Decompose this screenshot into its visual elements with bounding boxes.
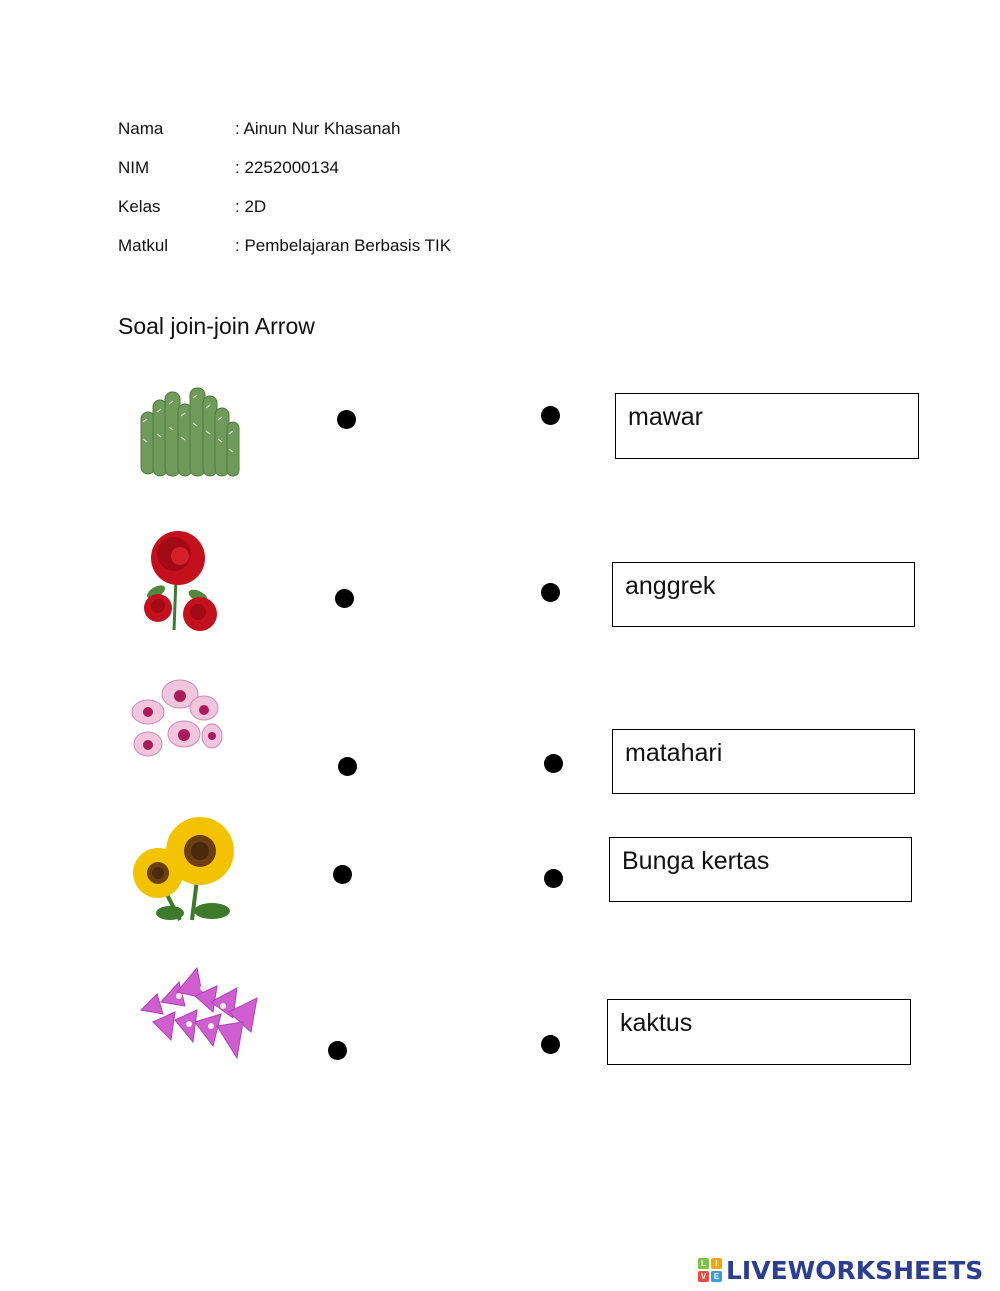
left-dot[interactable] [328,1041,347,1060]
orchid-picture [126,672,224,766]
word-box: mawar [615,393,919,459]
logo-tile: E [711,1271,722,1282]
info-value: : Ainun Nur Khasanah [235,119,401,138]
logo-tile: L [698,1258,709,1269]
right-dot[interactable] [544,754,563,773]
info-label: Nama [118,119,164,138]
logo-tile: V [698,1271,709,1282]
word-box: matahari [612,729,915,794]
rose-picture [128,530,224,634]
word-box: Bunga kertas [609,837,912,902]
info-value: : Pembelajaran Berbasis TIK [235,236,452,255]
cactus-picture [133,382,245,482]
right-dot[interactable] [541,406,560,425]
info-value: : 2252000134 [235,158,339,177]
right-dot[interactable] [541,1035,560,1054]
right-dot[interactable] [544,869,563,888]
sunflower-picture [130,815,240,925]
info-label: Matkul [118,236,169,255]
left-dot[interactable] [337,410,356,429]
brand-name: LIVEWORKSHEETS [726,1255,984,1285]
left-dot[interactable] [335,589,354,608]
worksheet-title: Soal join-join Arrow [118,313,315,339]
left-dot[interactable] [333,865,352,884]
logo-tile: I [711,1258,722,1269]
info-label: NIM [118,158,150,177]
word-box: anggrek [612,562,915,627]
left-dot[interactable] [338,757,357,776]
logo-tiles [698,1258,722,1282]
info-value: : 2D [235,197,267,216]
info-label: Kelas [118,197,161,216]
right-dot[interactable] [541,583,560,602]
liveworksheets-logo [698,1255,983,1285]
bougainvillea-picture [133,962,261,1064]
word-box: kaktus [607,999,911,1065]
